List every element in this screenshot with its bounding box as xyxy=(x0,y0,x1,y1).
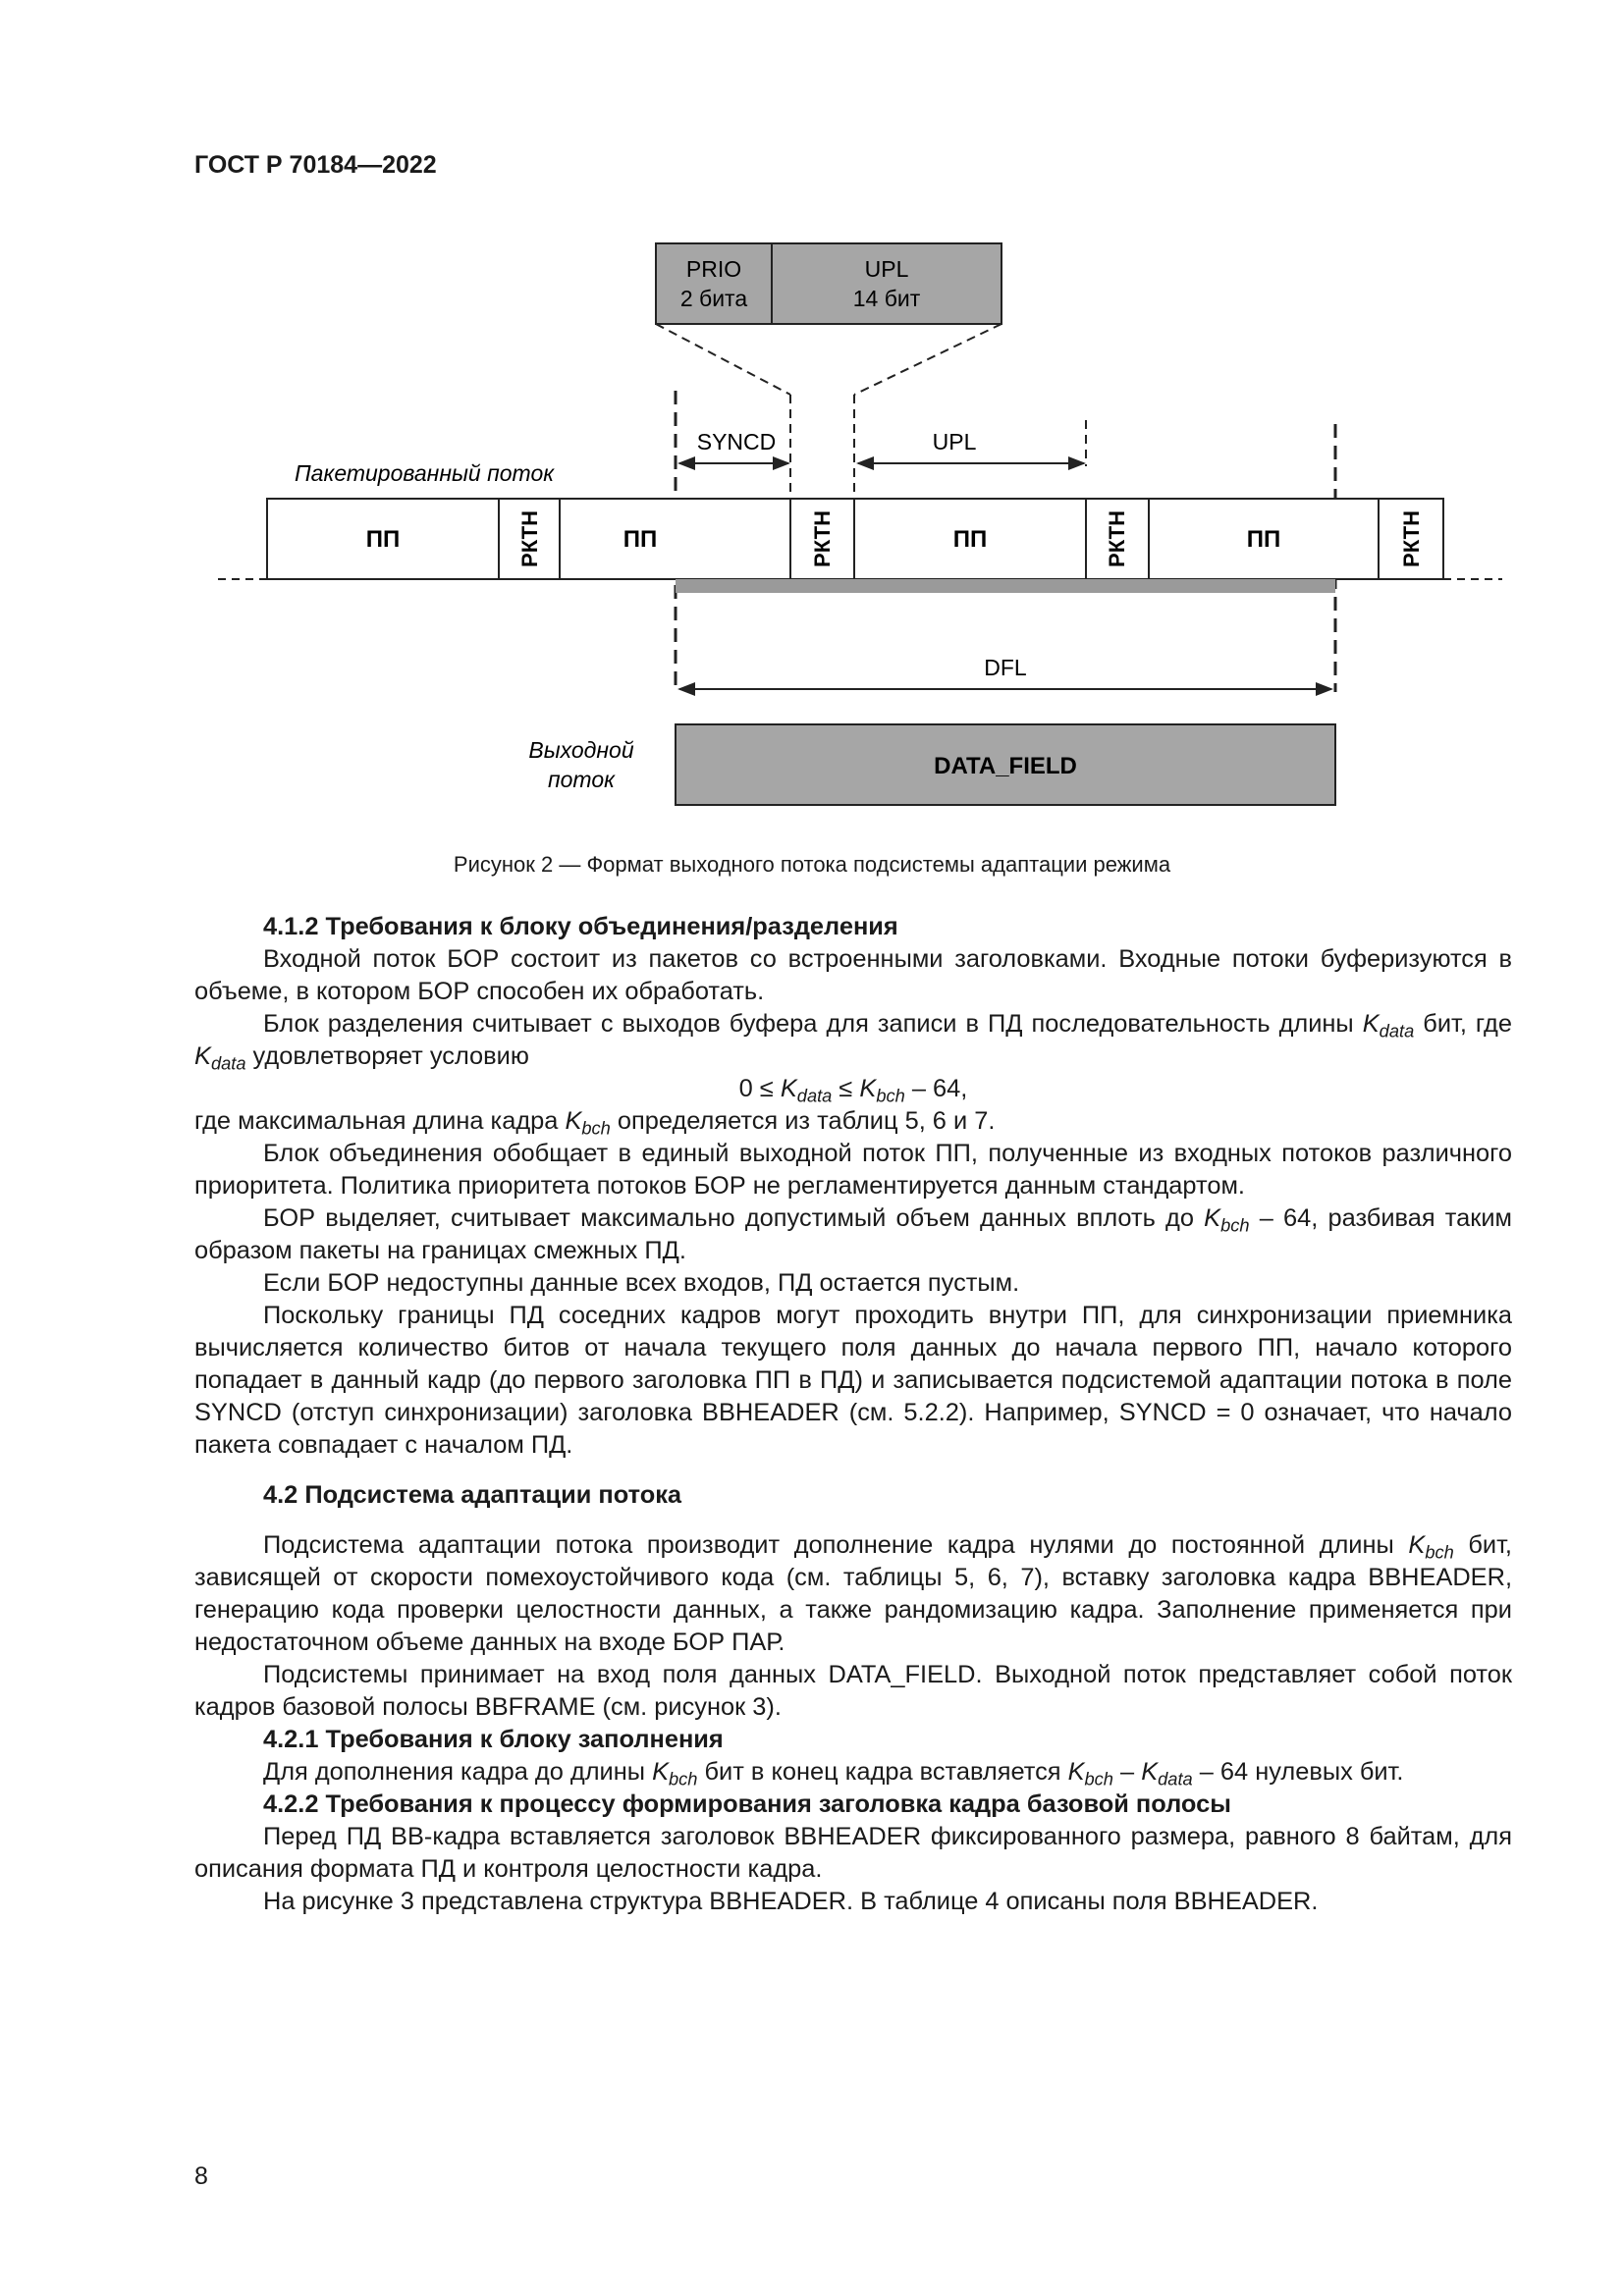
dfl-arrow-head-left xyxy=(677,682,695,696)
upl-label: UPL xyxy=(864,256,909,282)
heading-4-2-2: 4.2.2 Требования к процессу формирования заголовка кадра базовой полосы xyxy=(263,1790,1231,1818)
para-422-2: На рисунке 3 представлена структура BBHEADER. В таблице 4 описаны поля BBHEADER. xyxy=(263,1888,1319,1915)
para-412-1: Входной поток БОР состоит из пакетов со встроенными заголовками. Входные потоки буферизуются в объеме, в котором БОР способен их обработать. xyxy=(194,945,1512,1005)
body-text xyxy=(194,911,1512,1918)
syncd-arrow-head-left xyxy=(677,456,695,470)
packet-1-label: ПП xyxy=(365,526,401,553)
page-number: 8 xyxy=(194,2163,208,2190)
para-422-1: Перед ПД BB-кадра вставляется заголовок BBHEADER фиксированного размера, равного 8 байтам, для описания формата ПД и контроля целостности кадра. xyxy=(194,1823,1512,1883)
output-stream-label-line1: Выходной xyxy=(528,737,634,763)
para-412-7: Поскольку границы ПД соседних кадров могут проходить внутри ПП, для синхронизации приемника вычисляется количество битов от начала текущего поля данных до начала первого ПП, начало которого попадает в данный кадр (до первого заголовка ПП в ПД) и записывается подсистемой адаптации потока в поле SYNCD (отступ синхронизации) заголовка BBHEADER (см. 5.2.2). Например, SYNCD = 0 означает, что начало пакета совпадает с началом ПД. xyxy=(194,1302,1512,1459)
zoom-line-left xyxy=(656,324,790,395)
prio-bits: 2 бита xyxy=(679,286,748,311)
rkth-label-2: РКТН xyxy=(810,510,835,567)
syncd-label: SYNCD xyxy=(696,429,777,454)
syncd-arrow-head-right xyxy=(773,456,790,470)
para-412-3: где максимальная длина кадра $K_{bch}$ определяется из таблиц 5, 6 и 7. xyxy=(194,1107,996,1139)
para-42-2: Подсистемы принимает на вход поля данных DATA_FIELD. Выходной поток представляет собой поток кадров базовой полосы BBFRAME (см. рисунок 3). xyxy=(194,1661,1512,1721)
heading-4-1-2: 4.1.2 Требования к блоку объединения/разделения xyxy=(263,913,898,940)
prio-label: PRIO xyxy=(685,256,742,282)
zoom-line-right xyxy=(854,324,1001,395)
data-field-band xyxy=(676,579,1335,593)
packet-4-label: ПП xyxy=(1246,526,1281,553)
packet-stream-label: Пакетированный поток xyxy=(295,460,555,486)
para-412-4: Блок объединения обобщает в единый выходной поток ПП, полученные из входных потоков различного приоритета. Политика приоритета потоков БОР не регламентируется данным стандартом. xyxy=(194,1140,1512,1200)
document-header: ГОСТ Р 70184—2022 xyxy=(194,151,437,179)
para-412-6: Если БОР недоступны данные всех входов, ПД остается пустым. xyxy=(263,1269,1020,1297)
heading-4-2: 4.2 Подсистема адаптации потока xyxy=(263,1481,682,1509)
dfl-arrow-head-right xyxy=(1316,682,1333,696)
packet-3-label: ПП xyxy=(952,526,988,553)
para-412-2: Блок разделения считывает с выходов буфера для записи в ПД последовательность длины $K_{data}$ бит, где $K_{data}$ удовлетворяет условию xyxy=(194,1010,1512,1074)
formula-kdata: $0 \le K_{data} \le K_{bch} - 64$, xyxy=(738,1075,968,1106)
upl-arrow-label: UPL xyxy=(932,429,977,454)
figure-caption: Рисунок 2 — Формат выходного потока подсистемы адаптации режима xyxy=(453,852,1171,877)
para-412-5: БОР выделяет, считывает максимально допустимый объем данных вплоть до $K_{bch} - 64$, разбивая таким образом пакеты на границах смежных ПД. xyxy=(194,1204,1512,1264)
upl-arrow-head-right xyxy=(1068,456,1086,470)
dfl-label: DFL xyxy=(984,655,1027,680)
figure-output-stream-format xyxy=(0,0,1624,883)
upl-bits: 14 бит xyxy=(852,286,921,311)
para-42-1: Подсистема адаптации потока производит дополнение кадра нулями до постоянной длины $K_{bch}$ бит, зависящей от скорости помехоустойчивого кода (см. таблицы 5, 6, 7), вставку заголовка кадра BBHEADER, генерацию кода проверки целостности данных, а также рандомизацию кадра. Заполнение применяется при недостаточном объеме данных на входе БОР ПАР. xyxy=(194,1531,1512,1656)
heading-4-2-1: 4.2.1 Требования к блоку заполнения xyxy=(263,1726,724,1753)
rkth-label-1: РКТН xyxy=(517,510,542,567)
packet-2-label: ПП xyxy=(623,526,658,553)
data-field-label: DATA_FIELD xyxy=(934,753,1077,779)
output-stream-label-line2: поток xyxy=(547,767,616,792)
rkth-label-4: РКТН xyxy=(1399,510,1424,567)
para-421-1: Для дополнения кадра до длины $K_{bch}$ бит в конец кадра вставляется $K_{bch} - K_{data} - 64$ нулевых бит. xyxy=(263,1758,1404,1789)
rkth-label-3: РКТН xyxy=(1105,510,1129,567)
upl-arrow-head-left xyxy=(856,456,874,470)
